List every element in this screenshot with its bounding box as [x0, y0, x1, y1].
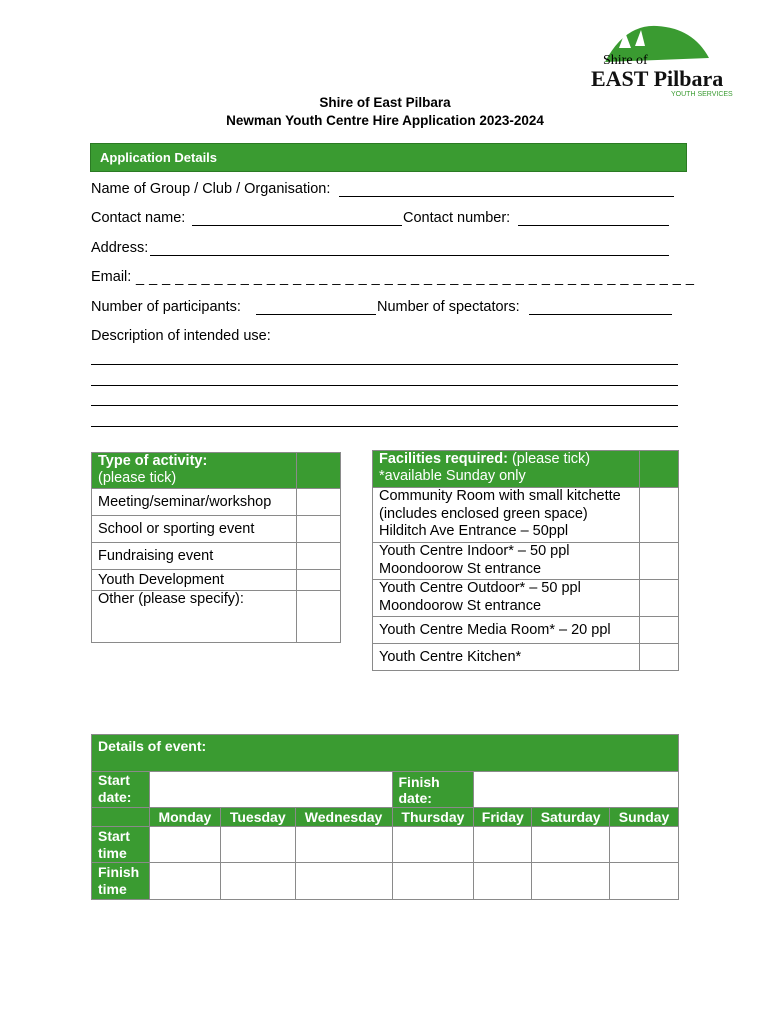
- facility-tick-box[interactable]: [640, 617, 679, 644]
- facility-tick-box[interactable]: [640, 543, 679, 580]
- facilities-heading: Facilities required:: [379, 451, 508, 467]
- start-date-label-line: Start: [98, 772, 130, 788]
- facility-line: Community Room with small kitchette: [379, 488, 621, 504]
- finish-time-wednesday[interactable]: [295, 863, 392, 900]
- start-time-monday[interactable]: [149, 827, 220, 863]
- contact-number-field[interactable]: [518, 225, 669, 226]
- start-time-friday[interactable]: [474, 827, 532, 863]
- day-header-sunday: Sunday: [610, 808, 679, 827]
- description-line[interactable]: [91, 364, 678, 365]
- start-time-label-line: Start: [98, 827, 130, 844]
- start-time-label-line: time: [98, 844, 127, 861]
- activity-row-label: Fundraising event: [92, 543, 297, 570]
- facility-line: (includes enclosed green space): [379, 505, 588, 522]
- start-date-label: [92, 772, 150, 808]
- finish-time-label-line: time: [98, 881, 127, 897]
- logo-text-line2: EAST Pilbara: [591, 66, 724, 91]
- start-date-label-line: date:: [98, 789, 132, 805]
- finish-time-label: [92, 863, 150, 900]
- description-line[interactable]: [91, 385, 678, 386]
- address-field[interactable]: [150, 255, 669, 256]
- facility-tick-box[interactable]: [640, 644, 679, 671]
- day-header-saturday: Saturday: [532, 808, 610, 827]
- event-details-heading: Details of event:: [92, 735, 679, 772]
- finish-time-sunday[interactable]: [610, 863, 679, 900]
- spectators-field[interactable]: [529, 314, 672, 315]
- facility-tick-box[interactable]: [640, 580, 679, 617]
- logo-text-line3: YOUTH SERVICES: [671, 91, 733, 98]
- participants-label: Number of participants:: [91, 299, 241, 315]
- facility-row-media-room: Youth Centre Media Room* – 20 ppl: [373, 617, 640, 644]
- shire-logo: [585, 18, 745, 100]
- start-date-field[interactable]: [149, 772, 392, 808]
- facility-line: Moondoorow St entrance: [379, 560, 542, 577]
- activity-row-label: Other (please specify):: [92, 591, 297, 643]
- finish-time-thursday[interactable]: [392, 863, 474, 900]
- finish-date-field[interactable]: [474, 772, 679, 808]
- facility-tick-box[interactable]: [640, 488, 679, 543]
- event-details-table: [91, 734, 679, 900]
- facility-line: Moondoorow St entrance: [379, 597, 542, 614]
- facilities-heading-note: (please tick): [511, 451, 591, 467]
- activity-tick-box[interactable]: [296, 591, 340, 643]
- activity-row-label: School or sporting event: [92, 516, 297, 543]
- activity-tick-box[interactable]: [296, 516, 340, 543]
- activity-heading: Type of activity:: [98, 453, 208, 469]
- start-time-tuesday[interactable]: [220, 827, 295, 863]
- start-time-saturday[interactable]: [532, 827, 610, 863]
- activity-row-label: Youth Development: [92, 570, 297, 591]
- finish-time-friday[interactable]: [474, 863, 532, 900]
- start-time-wednesday[interactable]: [295, 827, 392, 863]
- facility-line: Hilditch Ave Entrance – 50ppl: [379, 523, 569, 539]
- logo-graphic: [585, 18, 745, 100]
- day-header-tuesday: Tuesday: [220, 808, 295, 827]
- page-title-line2: Newman Youth Centre Hire Application 2023-2024: [226, 113, 544, 128]
- finish-date-label: Finish date:: [392, 772, 474, 808]
- logo-text-line1: Shire of: [603, 53, 648, 68]
- activity-table-header: [92, 453, 297, 489]
- day-header-thursday: Thursday: [392, 808, 474, 827]
- participants-field[interactable]: [256, 314, 376, 315]
- day-header-monday: Monday: [149, 808, 220, 827]
- page-title-line1: Shire of East Pilbara: [319, 95, 451, 110]
- day-header-wednesday: Wednesday: [295, 808, 392, 827]
- description-line[interactable]: [91, 426, 678, 427]
- email-label: Email:: [91, 269, 132, 285]
- finish-time-monday[interactable]: [149, 863, 220, 900]
- facility-row-community-room: [373, 488, 640, 543]
- contact-number-label: Contact number:: [403, 210, 511, 226]
- facility-row-kitchen: Youth Centre Kitchen*: [373, 644, 640, 671]
- contact-name-field[interactable]: [192, 225, 402, 226]
- finish-time-label-line: Finish: [98, 864, 140, 880]
- start-time-label: [92, 827, 150, 863]
- application-details-heading: Application Details: [90, 143, 687, 172]
- email-field[interactable]: _ _ _ _ _ _ _ _ _ _ _ _ _ _ _ _ _ _ _ _ _ _ _ _ _ _ _ _ _ _ _ _ _ _ _ _ _ _ _ _ _ _ _: [136, 270, 695, 286]
- spectators-label: Number of spectators:: [377, 299, 520, 315]
- activity-row-label: Meeting/seminar/workshop: [92, 489, 297, 516]
- address-label: Address:: [91, 240, 149, 256]
- activity-tick-box[interactable]: [296, 543, 340, 570]
- facilities-subheading: *available Sunday only: [379, 468, 526, 484]
- org-name-field[interactable]: [339, 196, 674, 197]
- activity-tick-box[interactable]: [296, 570, 340, 591]
- facilities-tick-header: [640, 451, 679, 488]
- contact-name-label: Contact name:: [91, 210, 186, 226]
- finish-time-tuesday[interactable]: [220, 863, 295, 900]
- start-time-thursday[interactable]: [392, 827, 474, 863]
- facility-line: Youth Centre Outdoor* – 50 ppl: [379, 580, 581, 596]
- start-time-sunday[interactable]: [610, 827, 679, 863]
- day-header-friday: Friday: [474, 808, 532, 827]
- description-label: Description of intended use:: [91, 328, 271, 344]
- org-name-label: Name of Group / Club / Organisation:: [91, 181, 331, 197]
- activity-table: [91, 452, 341, 643]
- facility-row-indoor: [373, 543, 640, 580]
- day-header-spacer: [92, 808, 150, 827]
- description-line[interactable]: [91, 405, 678, 406]
- facility-row-outdoor: [373, 580, 640, 617]
- activity-tick-header: [296, 453, 340, 489]
- facilities-table: [372, 450, 679, 671]
- activity-subheading: (please tick): [98, 470, 177, 486]
- activity-tick-box[interactable]: [296, 489, 340, 516]
- facilities-table-header: [373, 451, 640, 488]
- finish-time-saturday[interactable]: [532, 863, 610, 900]
- facility-line: Youth Centre Indoor* – 50 ppl: [379, 543, 570, 559]
